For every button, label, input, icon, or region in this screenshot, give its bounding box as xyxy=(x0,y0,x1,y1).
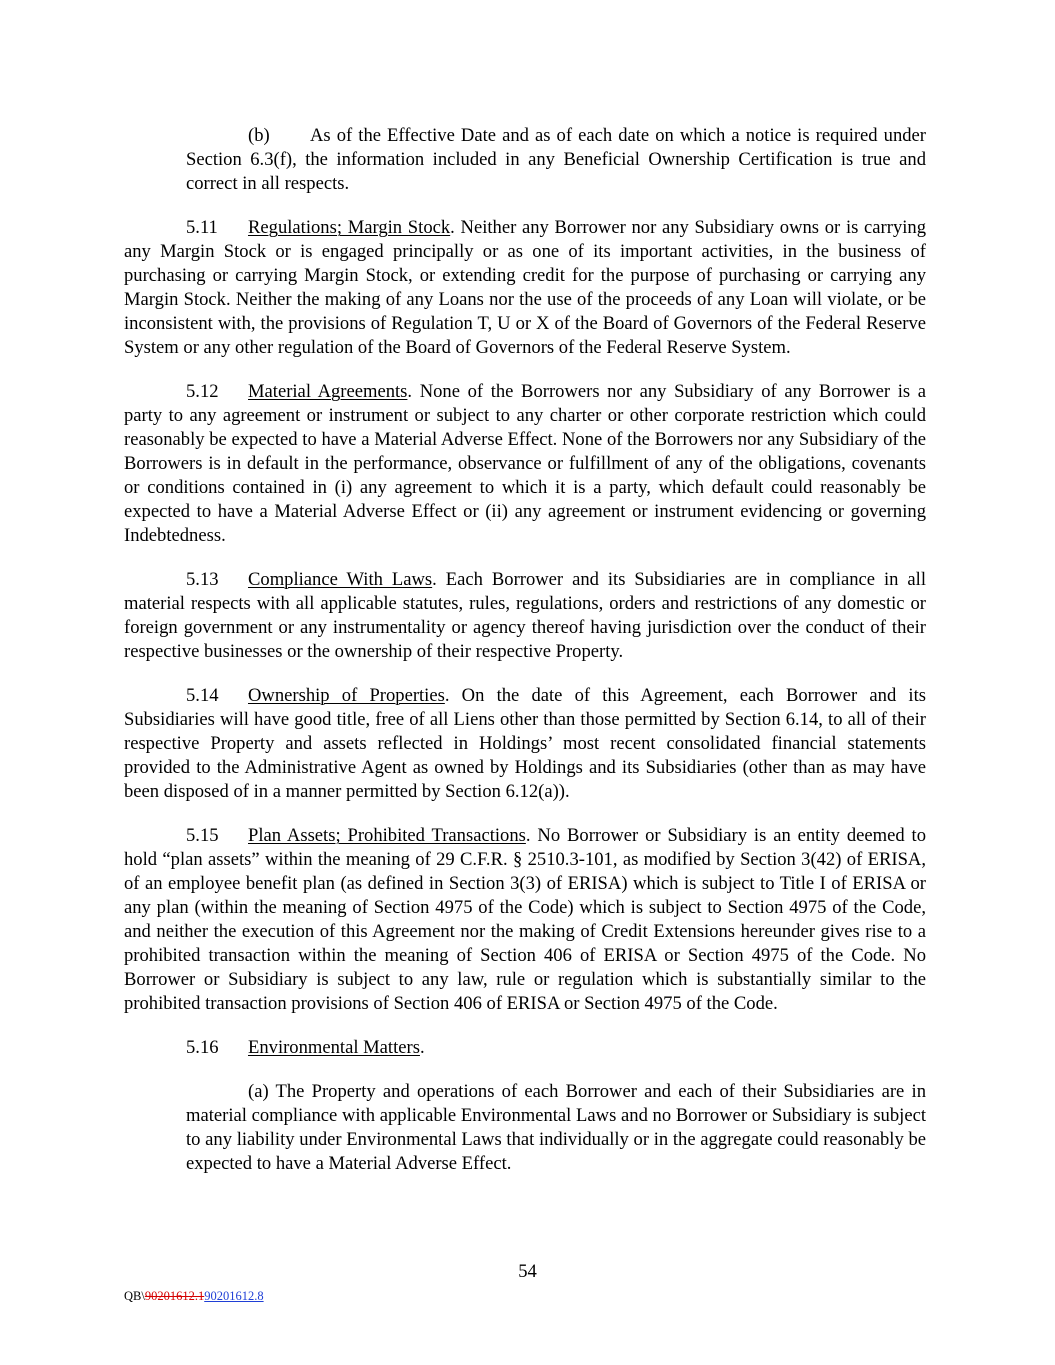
section-heading: Material Agreements xyxy=(248,381,408,402)
section-5-14 xyxy=(124,684,926,804)
clause-a xyxy=(186,1080,926,1176)
page-number: 54 xyxy=(518,1261,537,1282)
section-heading: Regulations; Margin Stock xyxy=(248,217,451,238)
section-5-13 xyxy=(124,568,926,664)
section-body: . No Borrower or Subsidiary is an entity deemed to hold “plan assets” within the meaning of 29 C.F.R. § 2510.3-101, as modified by Section 3(42) of ERISA, of an employee benefit plan (as defined in Section 3(3) of ERISA) which is subject to Title I of ERISA or any plan (within the meaning of Section 4975 of the Code) which is subject to Section 4975 of the Code, and neither the execution of this Agreement nor the making of Credit Extensions hereunder gives rise to a prohibited transaction within the meaning of Section 406 of ERISA or Section 4975 of the Code. No Borrower or Subsidiary is subject to any law, rule or regulation which is substantially similar to the prohibited transaction provisions of Section 406 of ERISA or Section 4975 of the Code. xyxy=(124,825,926,1014)
document-id-footer xyxy=(124,1288,264,1304)
section-number: 5.13 xyxy=(186,569,219,590)
clause-a-text: (a) The Property and operations of each Borrower and each of their Subsidiaries are in material compliance with applicable Environmental Laws and no Borrower or Subsidiary is subject to any liability under Environmental Laws that individually or in the aggregate could reasonably be expected to have a Material Adverse Effect. xyxy=(186,1081,926,1174)
document-body xyxy=(124,124,926,1176)
section-5-16 xyxy=(124,1036,926,1060)
clause-b-text: As of the Effective Date and as of each date on which a notice is required under Section 6.3(f), the information included in any Beneficial Ownership Certification is true and correct in all respects. xyxy=(186,125,926,194)
section-body: . Each Borrower and its Subsidiaries are in compliance in all material respects with all applicable statutes, rules, regulations, orders and restrictions of any domestic or foreign government or any instrumentality or agency thereof having jurisdiction over the conduct of their respective businesses or the ownership of their respective Property. xyxy=(124,569,927,662)
section-number: 5.11 xyxy=(186,217,218,238)
section-5-11 xyxy=(124,216,926,360)
section-heading: Plan Assets; Prohibited Transactions xyxy=(248,825,526,846)
section-number: 5.12 xyxy=(186,381,219,402)
section-number: 5.16 xyxy=(186,1037,219,1058)
section-heading: Ownership of Properties xyxy=(248,685,445,706)
section-5-12 xyxy=(124,380,926,548)
section-number: 5.15 xyxy=(186,825,219,846)
clause-b xyxy=(186,124,926,196)
section-body: . xyxy=(419,1037,425,1058)
section-heading: Compliance With Laws xyxy=(248,569,433,590)
section-body: . None of the Borrowers nor any Subsidiary of any Borrower is a party to any agreement or instrument or subject to any charter or other corporate restriction which could reasonably be expected to have a Material Adverse Effect. None of the Borrowers nor any Subsidiary of the Borrowers is in default in the performance, observance or fulfillment of any of the obligations, covenants or conditions contained in (i) any agreement to which it is a party, which default could reasonably be expected to have a Material Adverse Effect or (ii) any agreement or instrument evidencing or governing Indebtedness. xyxy=(124,381,926,546)
document-id-inserted: 90201612.8 xyxy=(204,1289,264,1303)
document-id-prefix: QB\ xyxy=(124,1289,145,1303)
section-number: 5.14 xyxy=(186,685,219,706)
clause-b-label: (b) xyxy=(248,125,270,146)
section-5-15 xyxy=(124,824,926,1016)
section-body: . Neither any Borrower nor any Subsidiary owns or is carrying any Margin Stock or is engaged principally or as one of its important activities, in the business of purchasing or carrying Margin Stock, or extending credit for the purpose of purchasing or carrying any Margin Stock. Neither the making of any Loans nor the use of the proceeds of any Loan will violate, or be inconsistent with, the provisions of Regulation T, U or X of the Board of Governors of the Federal Reserve System or any other regulation of the Board of Governors of the Federal Reserve System. xyxy=(124,217,926,358)
section-heading: Environmental Matters xyxy=(248,1037,420,1058)
section-body: . On the date of this Agreement, each Borrower and its Subsidiaries will have good title, free of all Liens other than those permitted by Section 6.14, to all of their respective Property and assets reflected in Holdings’ most recent consolidated financial statements provided to the Administrative Agent as owned by Holdings and its Subsidiaries (other than as may have been disposed of in a manner permitted by Section 6.12(a)). xyxy=(124,685,926,802)
document-id-deleted: 90201612.1 xyxy=(144,1289,205,1303)
